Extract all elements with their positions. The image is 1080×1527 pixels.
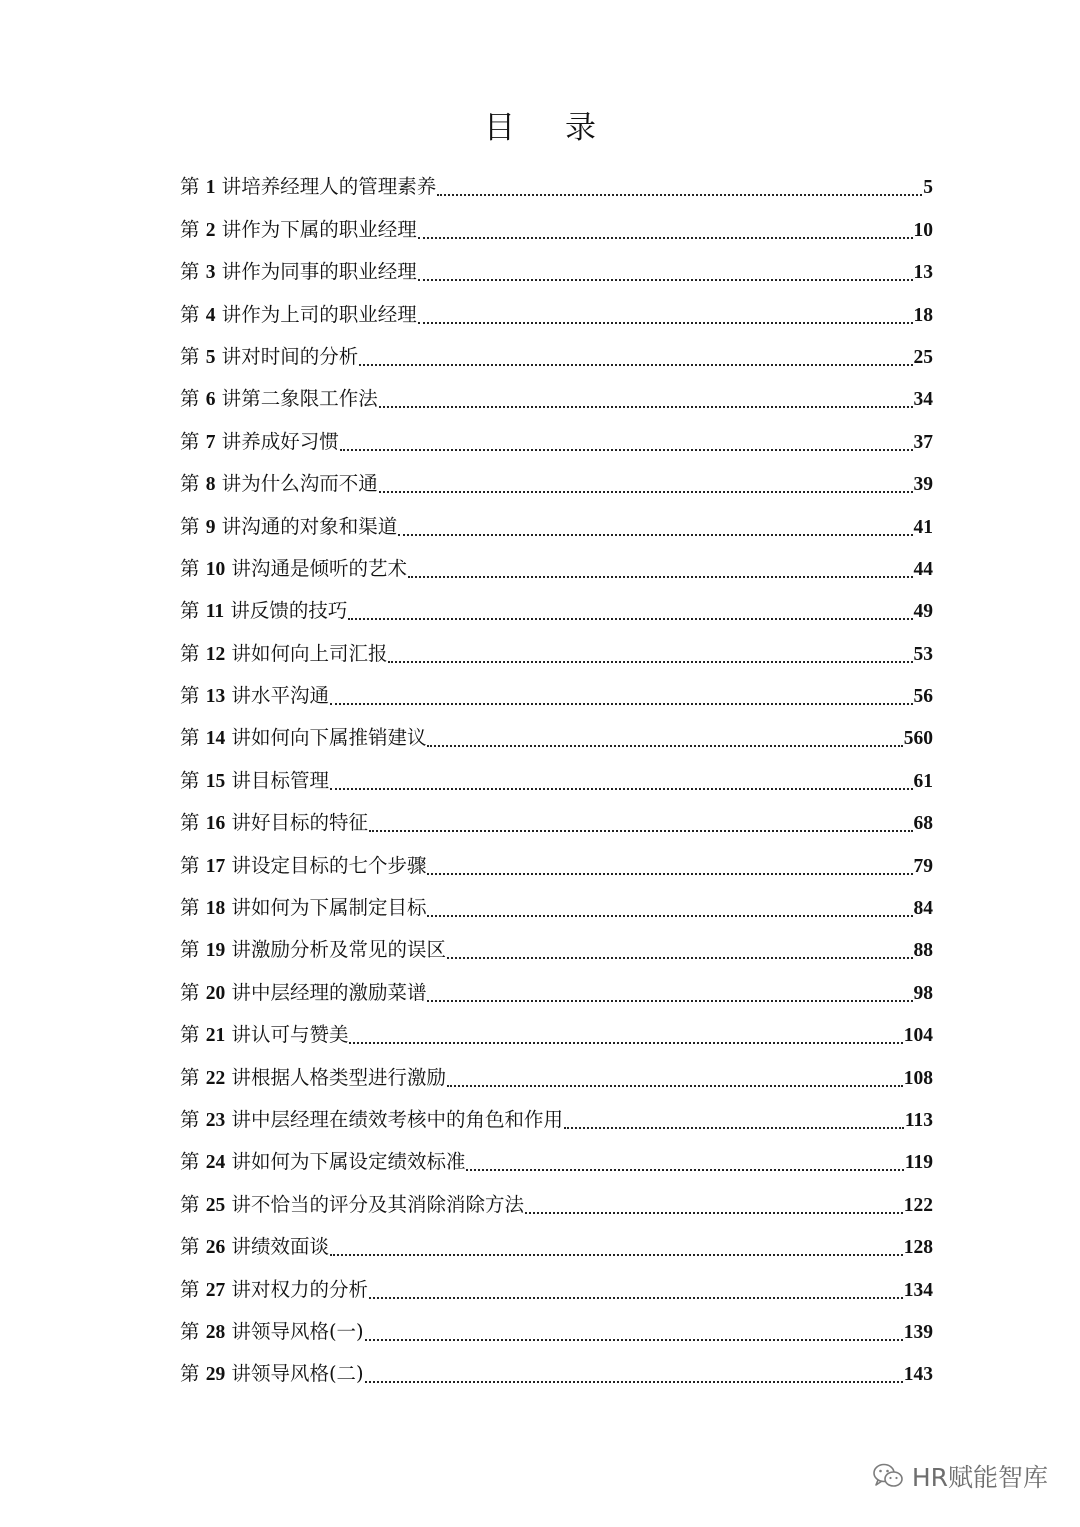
chapter-suffix: 讲 [221, 260, 242, 284]
chapter-suffix: 讲 [221, 344, 242, 368]
chapter-number: 2 [205, 219, 216, 241]
toc-entry-label [180, 1193, 524, 1224]
chapter-prefix: 第 [180, 1192, 200, 1216]
dot-leader [418, 278, 913, 281]
toc-entry[interactable] [180, 546, 933, 588]
chapter-title: 对权力的分析 [250, 1277, 368, 1301]
chapter-suffix: 讲 [221, 429, 242, 453]
page-number: 10 [913, 219, 933, 241]
page-number: 560 [903, 728, 933, 750]
toc-entry[interactable] [180, 1054, 933, 1096]
chapter-number: 9 [205, 516, 216, 538]
chapter-prefix: 第 [180, 1362, 200, 1386]
title-part-1: 目 [484, 110, 515, 146]
chapter-prefix: 第 [180, 556, 200, 580]
toc-entry-label [180, 1023, 348, 1054]
toc-entry[interactable] [180, 842, 933, 884]
page-number: 25 [913, 346, 933, 368]
chapter-number: 19 [205, 940, 226, 962]
chapter-title: 作为下属的职业经理 [241, 217, 417, 241]
chapter-suffix: 讲 [221, 387, 242, 411]
toc-entry-label [180, 684, 329, 715]
chapter-number: 12 [205, 643, 226, 665]
chapter-suffix: 讲 [221, 472, 242, 496]
toc-entry-label [180, 854, 426, 885]
toc-entry-label [180, 472, 378, 503]
page-number: 39 [913, 474, 933, 496]
dot-leader [398, 533, 912, 536]
toc-entry[interactable] [180, 800, 933, 842]
chapter-number: 23 [205, 1109, 226, 1131]
wechat-icon [872, 1462, 904, 1490]
dot-leader [340, 448, 913, 451]
toc-entry-label [180, 599, 347, 630]
chapter-number: 24 [205, 1152, 226, 1174]
chapter-prefix: 第 [180, 1107, 200, 1131]
chapter-title: 养成好习惯 [241, 429, 339, 453]
chapter-prefix: 第 [180, 1065, 200, 1089]
toc-entry-label [180, 769, 329, 800]
page-number: 119 [904, 1152, 933, 1174]
chapter-prefix: 第 [180, 514, 200, 538]
chapter-number: 11 [205, 601, 225, 623]
toc-entry[interactable] [180, 461, 933, 503]
page-number: 104 [903, 1025, 933, 1047]
page-title [0, 106, 1080, 150]
chapter-prefix: 第 [180, 344, 200, 368]
toc-entry[interactable] [180, 164, 933, 206]
dot-leader [349, 1041, 902, 1044]
chapter-title: 设定目标的七个步骤 [250, 853, 427, 877]
chapter-prefix: 第 [180, 726, 200, 750]
chapter-prefix: 第 [180, 302, 200, 326]
watermark-text: HR赋能智库 [911, 1463, 1048, 1492]
chapter-title: 第二象限工作法 [241, 387, 378, 411]
chapter-title: 培养经理人的管理素养 [241, 175, 437, 199]
toc-entry-label [180, 1278, 368, 1309]
page-number: 122 [903, 1194, 933, 1216]
chapter-prefix: 第 [180, 1023, 200, 1047]
dot-leader [379, 490, 913, 493]
chapter-number: 16 [205, 813, 226, 835]
chapter-suffix: 讲 [231, 1192, 251, 1216]
chapter-title: 水平沟通 [250, 684, 329, 708]
chapter-title: 绩效面谈 [250, 1235, 329, 1259]
chapter-suffix: 讲 [231, 641, 251, 665]
chapter-prefix: 第 [180, 980, 200, 1004]
chapter-suffix: 讲 [231, 1319, 251, 1343]
title-part-2: 录 [565, 110, 596, 146]
toc-entry-label [180, 1108, 563, 1139]
dot-leader [330, 787, 913, 790]
chapter-number: 15 [205, 770, 226, 792]
page-number: 143 [903, 1364, 933, 1386]
toc-entry[interactable] [180, 1097, 933, 1139]
table-of-contents [180, 164, 933, 1393]
chapter-prefix: 第 [180, 175, 200, 199]
chapter-title: 如何向下属推销建议 [250, 726, 427, 750]
watermark [872, 1458, 1048, 1494]
toc-entry-label [180, 896, 426, 927]
toc-entry[interactable] [180, 1266, 933, 1308]
dot-leader [418, 236, 913, 239]
chapter-title: 如何为下属制定目标 [250, 896, 427, 920]
page-number: 134 [903, 1279, 933, 1301]
chapter-suffix: 讲 [221, 302, 242, 326]
chapter-title: 作为上司的职业经理 [241, 302, 417, 326]
toc-entry[interactable] [180, 376, 933, 418]
toc-entry-label [180, 260, 417, 291]
dot-leader [359, 363, 912, 366]
dot-leader [447, 1084, 903, 1087]
chapter-number: 29 [205, 1364, 226, 1386]
chapter-number: 7 [205, 431, 216, 453]
dot-leader [408, 575, 913, 578]
toc-entry[interactable] [180, 334, 933, 376]
chapter-number: 26 [205, 1237, 226, 1259]
chapter-number: 13 [205, 686, 226, 708]
toc-entry[interactable] [180, 1309, 933, 1351]
chapter-suffix: 讲 [221, 217, 242, 241]
dot-leader [365, 1338, 903, 1341]
page-number: 37 [913, 431, 933, 453]
page-number: 53 [913, 643, 933, 665]
chapter-prefix: 第 [180, 387, 200, 411]
chapter-suffix: 讲 [231, 811, 251, 835]
chapter-suffix: 讲 [231, 1023, 251, 1047]
chapter-suffix: 讲 [221, 175, 242, 199]
toc-entry-label [180, 387, 378, 418]
chapter-number: 3 [205, 262, 216, 284]
dot-leader [330, 702, 913, 705]
page-number: 44 [913, 558, 933, 580]
page-number: 13 [913, 262, 933, 284]
chapter-title: 领导风格(一) [250, 1319, 364, 1343]
toc-entry-label [180, 811, 368, 842]
dot-leader [427, 744, 902, 747]
dot-leader [369, 829, 913, 832]
chapter-number: 27 [205, 1279, 226, 1301]
chapter-title: 中层经理的激励菜谱 [250, 980, 427, 1004]
chapter-prefix: 第 [180, 768, 200, 792]
page-number: 56 [913, 686, 933, 708]
toc-entry-label [180, 175, 436, 206]
chapter-number: 17 [205, 855, 226, 877]
toc-entry[interactable] [180, 673, 933, 715]
chapter-title: 不恰当的评分及其消除消除方法 [250, 1192, 524, 1216]
dot-leader [437, 193, 922, 196]
chapter-prefix: 第 [180, 853, 200, 877]
dot-leader [348, 617, 912, 620]
chapter-title: 认可与赞美 [250, 1023, 349, 1047]
toc-entry[interactable] [180, 1351, 933, 1393]
chapter-suffix: 讲 [231, 1150, 251, 1174]
dot-leader [427, 872, 912, 875]
page-number: 34 [913, 389, 933, 411]
chapter-number: 1 [205, 177, 216, 199]
page-number: 84 [913, 898, 933, 920]
toc-entry-label [180, 430, 339, 461]
toc-entry[interactable] [180, 969, 933, 1011]
chapter-suffix: 讲 [231, 1362, 251, 1386]
chapter-suffix: 讲 [231, 768, 251, 792]
toc-entry-label [180, 726, 426, 757]
toc-entry[interactable] [180, 757, 933, 799]
chapter-prefix: 第 [180, 1319, 200, 1343]
page-number: 98 [913, 982, 933, 1004]
chapter-number: 28 [205, 1321, 226, 1343]
chapter-suffix: 讲 [231, 684, 251, 708]
page-number: 113 [904, 1109, 933, 1131]
chapter-suffix: 讲 [231, 853, 251, 877]
chapter-title: 激励分析及常见的误区 [250, 938, 446, 962]
chapter-prefix: 第 [180, 472, 200, 496]
toc-entry-label [180, 1235, 329, 1266]
dot-leader [466, 1168, 903, 1171]
chapter-number: 22 [205, 1067, 226, 1089]
chapter-number: 5 [205, 346, 216, 368]
chapter-prefix: 第 [180, 896, 200, 920]
page-number: 41 [913, 516, 933, 538]
chapter-prefix: 第 [180, 1150, 200, 1174]
chapter-prefix: 第 [180, 1235, 200, 1259]
toc-entry-label [180, 1150, 465, 1181]
chapter-prefix: 第 [180, 811, 200, 835]
page-number: 108 [903, 1067, 933, 1089]
chapter-suffix: 讲 [230, 599, 250, 623]
toc-entry[interactable] [180, 1181, 933, 1223]
page-number: 68 [913, 813, 933, 835]
page-number: 61 [913, 770, 933, 792]
chapter-prefix: 第 [180, 429, 200, 453]
chapter-title: 领导风格(二) [250, 1362, 364, 1386]
toc-entry[interactable] [180, 927, 933, 969]
chapter-number: 4 [205, 304, 216, 326]
dot-leader [365, 1380, 903, 1383]
chapter-prefix: 第 [180, 938, 200, 962]
page-number: 49 [913, 601, 933, 623]
chapter-title: 反馈的技巧 [249, 599, 348, 623]
chapter-suffix: 讲 [221, 514, 242, 538]
toc-entry-label [180, 642, 387, 673]
dot-leader [525, 1211, 903, 1214]
page-number: 79 [913, 855, 933, 877]
dot-leader [427, 914, 912, 917]
toc-entry[interactable] [180, 1224, 933, 1266]
toc-entry-label [180, 303, 417, 334]
chapter-suffix: 讲 [231, 726, 251, 750]
chapter-prefix: 第 [180, 684, 200, 708]
dot-leader [418, 321, 913, 324]
dot-leader [447, 956, 913, 959]
dot-leader [427, 999, 912, 1002]
chapter-number: 25 [205, 1194, 226, 1216]
toc-entry[interactable] [180, 503, 933, 545]
chapter-prefix: 第 [180, 260, 200, 284]
chapter-title: 目标管理 [250, 768, 329, 792]
chapter-number: 10 [205, 558, 226, 580]
toc-entry-label [180, 1066, 446, 1097]
chapter-suffix: 讲 [231, 938, 251, 962]
dot-leader [369, 1296, 903, 1299]
toc-entry-label [180, 218, 417, 249]
chapter-title: 沟通的对象和渠道 [241, 514, 398, 538]
chapter-prefix: 第 [180, 599, 200, 623]
toc-entry[interactable] [180, 206, 933, 248]
chapter-prefix: 第 [180, 641, 200, 665]
chapter-title: 根据人格类型进行激励 [250, 1065, 446, 1089]
dot-leader [330, 1253, 903, 1256]
page-number: 88 [913, 940, 933, 962]
page-number: 18 [913, 304, 933, 326]
chapter-suffix: 讲 [231, 1235, 251, 1259]
toc-entry[interactable] [180, 291, 933, 333]
chapter-title: 如何为下属设定绩效标准 [250, 1150, 466, 1174]
chapter-prefix: 第 [180, 1277, 200, 1301]
page-number: 5 [923, 177, 933, 199]
toc-entry-label [180, 1362, 364, 1393]
chapter-title: 好目标的特征 [250, 811, 368, 835]
page-number: 139 [903, 1321, 933, 1343]
toc-entry[interactable] [180, 249, 933, 291]
chapter-title: 为什么沟而不通 [241, 472, 378, 496]
dot-leader [379, 405, 913, 408]
chapter-prefix: 第 [180, 217, 200, 241]
toc-entry[interactable] [180, 715, 933, 757]
toc-entry-label [180, 345, 358, 376]
page-number: 128 [903, 1237, 933, 1259]
toc-entry-label [180, 981, 426, 1012]
toc-entry[interactable] [180, 418, 933, 460]
chapter-suffix: 讲 [231, 1277, 251, 1301]
toc-entry[interactable] [180, 630, 933, 672]
chapter-suffix: 讲 [231, 1107, 251, 1131]
dot-leader [388, 660, 912, 663]
chapter-suffix: 讲 [231, 1065, 251, 1089]
chapter-number: 6 [205, 389, 216, 411]
toc-entry-label [180, 515, 397, 546]
chapter-title: 对时间的分析 [241, 344, 359, 368]
toc-entry[interactable] [180, 885, 933, 927]
chapter-suffix: 讲 [231, 556, 251, 580]
chapter-title: 作为同事的职业经理 [241, 260, 417, 284]
chapter-suffix: 讲 [231, 896, 251, 920]
toc-entry[interactable] [180, 1012, 933, 1054]
chapter-number: 21 [205, 1025, 226, 1047]
toc-entry[interactable] [180, 1139, 933, 1181]
chapter-number: 18 [205, 898, 226, 920]
chapter-title: 沟通是倾听的艺术 [250, 556, 407, 580]
chapter-number: 20 [205, 982, 226, 1004]
toc-entry-label [180, 557, 407, 588]
chapter-suffix: 讲 [231, 980, 251, 1004]
toc-entry-label [180, 938, 446, 969]
chapter-number: 8 [205, 474, 216, 496]
chapter-number: 14 [205, 728, 226, 750]
toc-entry[interactable] [180, 588, 933, 630]
toc-entry-label [180, 1320, 364, 1351]
chapter-title: 如何向上司汇报 [250, 641, 388, 665]
dot-leader [564, 1126, 904, 1129]
chapter-title: 中层经理在绩效考核中的角色和作用 [250, 1107, 563, 1131]
